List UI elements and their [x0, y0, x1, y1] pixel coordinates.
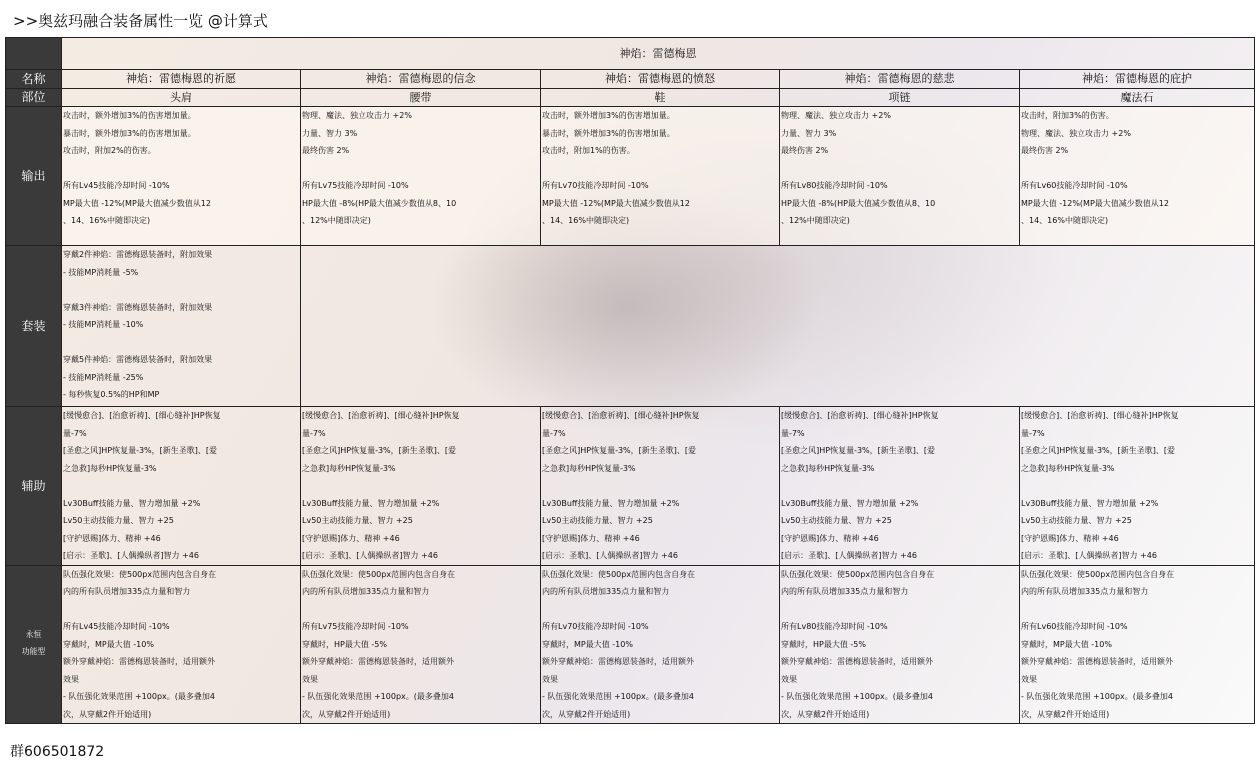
text-line: 所有Lv60技能冷却时间 -10% [1021, 622, 1128, 631]
text-line: 量-7% [63, 428, 87, 438]
text-line: [缓慢愈合]、[治愈祈祷]、[细心缝补]HP恢复 [63, 411, 221, 420]
corner-cell [6, 38, 62, 70]
text-line: 、12%中随即决定) [781, 216, 850, 225]
item-output-cell [541, 107, 780, 246]
text-line: 穿戴时，HP最大值 -5% [781, 639, 866, 649]
item-support-cell [541, 407, 780, 566]
text-line: 队伍强化效果：使500px范围内包含自身在 [781, 569, 935, 579]
text-line: 力量、智力 3% [781, 128, 837, 138]
text-line: Lv30Buff技能力量、智力增加量 +2% [1021, 498, 1159, 508]
item-slot: 头肩 [62, 88, 301, 107]
text-line: Lv50主动技能力量、智力 +25 [63, 516, 174, 525]
text-line [302, 477, 539, 495]
row-header-set: 套装 [6, 246, 62, 407]
text-line: 最终伤害 2% [1021, 146, 1069, 155]
set-row [6, 246, 1255, 407]
text-line: Lv30Buff技能力量、智力增加量 +2% [63, 498, 201, 508]
text-line: 之急救]每秒HP恢复量-3% [302, 463, 396, 473]
text-line: 穿戴5件神焰：雷德梅恩装备时，附加效果 [63, 355, 213, 364]
text-line: 物理、魔法、独立攻击力 +2% [1021, 128, 1131, 138]
text-line: [圣愈之风]HP恢复量-3%，[新生圣歌]、[爱 [302, 446, 457, 455]
text-line: [守护恩赐]体力、精神 +46 [781, 533, 879, 543]
text-line: 额外穿戴神焰：雷德梅恩装备时，适用额外 [542, 657, 694, 666]
text-line: 最终伤害 2% [302, 146, 350, 155]
text-line: 量-7% [1021, 428, 1045, 438]
text-line: 最终伤害 2% [781, 146, 829, 155]
text-line: [启示：圣歌]、[人偶操纵者]智力 +46 [1021, 551, 1157, 560]
text-line: - 队伍强化效果范围 +100px。(最多叠加4 [1021, 692, 1173, 701]
item-slot: 腰带 [301, 88, 541, 107]
item-name: 神焰：雷德梅恩的信念 [301, 70, 541, 89]
text-line: 之急救]每秒HP恢复量-3% [542, 463, 636, 473]
text-line [63, 334, 299, 352]
item-output-cell [780, 107, 1020, 246]
item-slot: 魔法石 [1020, 88, 1255, 107]
text-line: - 技能MP消耗量 -25% [63, 372, 144, 382]
text-line [63, 477, 299, 495]
text-line [302, 601, 539, 619]
item-support-cell [62, 407, 301, 566]
text-line: 额外穿戴神焰：雷德梅恩装备时，适用额外 [302, 657, 454, 666]
equipment-attribute-table [5, 37, 1255, 724]
text-line: 所有Lv45技能冷却时间 -10% [63, 181, 170, 190]
item-support-cell [780, 407, 1020, 566]
text-line: 攻击时，附加3%的伤害。 [1021, 111, 1114, 120]
text-line: 攻击时，额外增加3%的伤害增加量。 [63, 111, 196, 120]
text-line: 、14、16%中随即决定) [63, 216, 151, 225]
item-name: 神焰：雷德梅恩的愤怒 [541, 70, 780, 89]
text-line: 效果 [63, 674, 79, 684]
text-line: [守护恩赐]体力、精神 +46 [1021, 533, 1119, 543]
text-line: Lv50主动技能力量、智力 +25 [302, 516, 413, 525]
eternal-row [6, 565, 1255, 724]
text-line: 攻击时，额外增加3%的伤害增加量。 [542, 111, 675, 120]
text-line [781, 160, 1018, 178]
item-output-cell [301, 107, 541, 246]
text-line: 、14、16%中随即决定) [542, 216, 630, 225]
text-line: 效果 [302, 674, 318, 684]
item-slot: 鞋 [541, 88, 780, 107]
row-header-eternal [6, 565, 62, 724]
text-line: - 队伍强化效果范围 +100px。(最多叠加4 [542, 692, 694, 701]
slot-row [6, 88, 1255, 107]
item-name: 神焰：雷德梅恩的祈愿 [62, 70, 301, 89]
text-line [63, 160, 299, 178]
text-line: - 队伍强化效果范围 +100px。(最多叠加4 [302, 692, 454, 701]
text-line: 次，从穿戴2件开始适用) [302, 709, 391, 719]
text-line: 额外穿戴神焰：雷德梅恩装备时，适用额外 [781, 657, 933, 666]
text-line: 队伍强化效果：使500px范围内包含自身在 [63, 569, 217, 579]
text-line: 内的所有队员增加335点力量和智力 [302, 587, 430, 596]
text-line: 之急救]每秒HP恢复量-3% [1021, 463, 1115, 473]
item-eternal-cell [780, 565, 1020, 724]
set-empty-area [301, 246, 1255, 407]
text-line: 次，从穿戴2件开始适用) [781, 709, 870, 719]
text-line: Lv30Buff技能力量、智力增加量 +2% [781, 498, 919, 508]
item-slot: 项链 [780, 88, 1020, 107]
group-header-row [6, 38, 1255, 70]
text-line: 效果 [1021, 674, 1037, 684]
text-line: 物理、魔法、独立攻击力 +2% [781, 111, 891, 120]
text-line [63, 281, 299, 299]
text-line: MP最大值 -12%(MP最大值减少数值从12 [63, 198, 211, 208]
group-title: 神焰：雷德梅恩 [62, 38, 1255, 70]
text-line: [缓慢愈合]、[治愈祈祷]、[细心缝补]HP恢复 [302, 411, 460, 420]
item-support-cell [1020, 407, 1255, 566]
text-line: 额外穿戴神焰：雷德梅恩装备时，适用额外 [63, 657, 215, 666]
text-line: [缓慢愈合]、[治愈祈祷]、[细心缝补]HP恢复 [542, 411, 700, 420]
support-row [6, 407, 1255, 566]
text-line: [缓慢愈合]、[治愈祈祷]、[细心缝补]HP恢复 [1021, 411, 1179, 420]
text-line: [圣愈之风]HP恢复量-3%，[新生圣歌]、[爱 [63, 446, 218, 455]
text-line: 次，从穿戴2件开始适用) [542, 709, 631, 719]
text-line: 内的所有队员增加335点力量和智力 [781, 587, 909, 596]
item-eternal-cell [62, 565, 301, 724]
equipment-table-panel [5, 37, 1254, 724]
text-line [542, 160, 778, 178]
text-line [781, 601, 1018, 619]
text-line: 、14、16%中随即决定) [1021, 216, 1109, 225]
text-line: Lv50主动技能力量、智力 +25 [542, 516, 653, 525]
text-line [1021, 601, 1253, 619]
item-eternal-cell [301, 565, 541, 724]
text-line: 之急救]每秒HP恢复量-3% [781, 463, 875, 473]
text-line: 力量、智力 3% [302, 128, 358, 138]
text-line: 效果 [542, 674, 558, 684]
text-line: MP最大值 -12%(MP最大值减少数值从12 [542, 198, 690, 208]
text-line: 穿戴2件神焰：雷德梅恩装备时，附加效果 [63, 250, 213, 259]
text-line: - 队伍强化效果范围 +100px。(最多叠加4 [781, 692, 933, 701]
text-line: Lv50主动技能力量、智力 +25 [1021, 516, 1132, 525]
text-line: 队伍强化效果：使500px范围内包含自身在 [302, 569, 456, 579]
text-line: Lv30Buff技能力量、智力增加量 +2% [542, 498, 680, 508]
text-line: 额外穿戴神焰：雷德梅恩装备时，适用额外 [1021, 657, 1173, 666]
row-header-eternal-line2: 功能型 [21, 647, 46, 657]
text-line: 穿戴3件神焰：雷德梅恩装备时，附加效果 [63, 302, 213, 312]
text-line: 内的所有队员增加335点力量和智力 [1021, 587, 1149, 596]
item-eternal-cell [541, 565, 780, 724]
text-line: 所有Lv70技能冷却时间 -10% [542, 181, 649, 190]
text-line: 所有Lv75技能冷却时间 -10% [302, 622, 409, 631]
text-line: [启示：圣歌]、[人偶操纵者]智力 +46 [781, 551, 917, 560]
item-name: 神焰：雷德梅恩的慈悲 [780, 70, 1020, 89]
text-line: 暴击时，额外增加3%的伤害增加量。 [542, 128, 675, 138]
row-header-output: 输出 [6, 107, 62, 246]
page-title: >>奥兹玛融合装备属性一览 @计算式 [13, 12, 268, 30]
item-eternal-cell [1020, 565, 1255, 724]
text-line: 所有Lv80技能冷却时间 -10% [781, 622, 888, 631]
output-row [6, 107, 1255, 246]
text-line: 量-7% [781, 428, 805, 438]
text-line: 次，从穿戴2件开始适用) [1021, 709, 1110, 719]
text-line [1021, 160, 1253, 178]
text-line: 所有Lv70技能冷却时间 -10% [542, 622, 649, 631]
text-line: 队伍强化效果：使500px范围内包含自身在 [1021, 569, 1175, 579]
text-line: - 每秒恢复0.5%的HP和MP [63, 390, 160, 399]
text-line: 、12%中随即决定) [302, 216, 371, 225]
text-line: 攻击时，附加2%的伤害。 [63, 146, 156, 155]
item-name: 神焰：雷德梅恩的庇护 [1020, 70, 1255, 89]
text-line: 所有Lv75技能冷却时间 -10% [302, 181, 409, 190]
text-line: [守护恩赐]体力、精神 +46 [302, 533, 400, 543]
item-support-cell [301, 407, 541, 566]
text-line: 队伍强化效果：使500px范围内包含自身在 [542, 569, 696, 579]
text-line: Lv30Buff技能力量、智力增加量 +2% [302, 498, 440, 508]
text-line: 穿戴时，MP最大值 -10% [63, 639, 154, 649]
text-line [1021, 477, 1253, 495]
text-line: - 技能MP消耗量 -5% [63, 267, 139, 277]
text-line: [圣愈之风]HP恢复量-3%，[新生圣歌]、[爱 [1021, 446, 1176, 455]
text-line: MP最大值 -12%(MP最大值减少数值从12 [1021, 198, 1169, 208]
text-line: 量-7% [302, 428, 326, 438]
text-line [302, 160, 539, 178]
text-line [781, 477, 1018, 495]
group-number-footer: 群606501872 [10, 744, 105, 760]
text-line: 穿戴时，MP最大值 -10% [1021, 639, 1112, 649]
text-line: 量-7% [542, 428, 566, 438]
row-header-eternal-line1: 永恒 [25, 629, 42, 639]
text-line: [启示：圣歌]、[人偶操纵者]智力 +46 [542, 551, 678, 560]
text-line: 暴击时，额外增加3%的伤害增加量。 [63, 128, 196, 138]
text-line: Lv50主动技能力量、智力 +25 [781, 516, 892, 525]
text-line: [缓慢愈合]、[治愈祈祷]、[细心缝补]HP恢复 [781, 411, 939, 420]
text-line: 次，从穿戴2件开始适用) [63, 709, 152, 719]
text-line: 穿戴时，HP最大值 -5% [302, 639, 387, 649]
text-line: 攻击时，附加1%的伤害。 [542, 146, 635, 155]
text-line [542, 477, 778, 495]
text-line [63, 601, 299, 619]
set-bonus-cell [62, 246, 301, 407]
text-line: 之急救]每秒HP恢复量-3% [63, 463, 157, 473]
text-line: HP最大值 -8%(HP最大值减少数值从8、10 [781, 198, 936, 208]
text-line: - 技能MP消耗量 -10% [63, 320, 144, 329]
text-line: 所有Lv60技能冷却时间 -10% [1021, 181, 1128, 190]
text-line: [圣愈之风]HP恢复量-3%，[新生圣歌]、[爱 [781, 446, 936, 455]
text-line: [启示：圣歌]、[人偶操纵者]智力 +46 [63, 551, 199, 560]
text-line: 内的所有队员增加335点力量和智力 [542, 587, 670, 596]
text-line: 物理、魔法、独立攻击力 +2% [302, 111, 412, 120]
text-line: - 队伍强化效果范围 +100px。(最多叠加4 [63, 692, 215, 701]
item-output-cell [1020, 107, 1255, 246]
text-line: 内的所有队员增加335点力量和智力 [63, 587, 191, 596]
item-output-cell [62, 107, 301, 246]
name-row [6, 70, 1255, 89]
text-line: [启示：圣歌]、[人偶操纵者]智力 +46 [302, 551, 438, 560]
text-line: 所有Lv80技能冷却时间 -10% [781, 181, 888, 190]
text-line: HP最大值 -8%(HP最大值减少数值从8、10 [302, 198, 457, 208]
text-line: [守护恩赐]体力、精神 +46 [63, 533, 161, 543]
text-line [542, 601, 778, 619]
text-line: [守护恩赐]体力、精神 +46 [542, 533, 640, 543]
text-line: 穿戴时，MP最大值 -10% [542, 639, 633, 649]
text-line: 所有Lv45技能冷却时间 -10% [63, 622, 170, 631]
row-header-support: 辅助 [6, 407, 62, 566]
row-header-slot: 部位 [6, 88, 62, 107]
row-header-name: 名称 [6, 70, 62, 89]
text-line: 效果 [781, 674, 797, 684]
text-line: [圣愈之风]HP恢复量-3%，[新生圣歌]、[爱 [542, 446, 697, 455]
